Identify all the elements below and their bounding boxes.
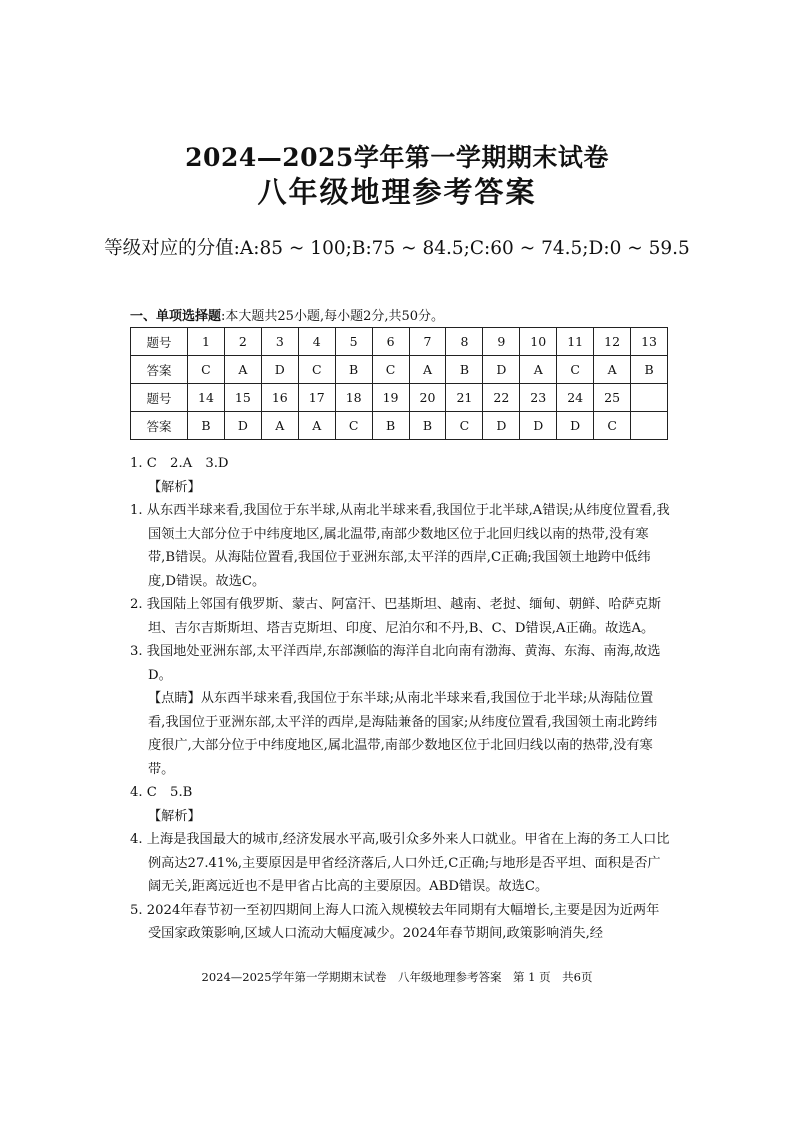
q-number: 15 xyxy=(224,384,261,412)
q-number: 1 xyxy=(188,328,225,356)
answer-key-title: 八年级地理参考答案 xyxy=(257,175,537,209)
answer-cell: B xyxy=(446,356,483,384)
answer-cell: D xyxy=(483,356,520,384)
q-number: 17 xyxy=(298,384,335,412)
answer-cell: C xyxy=(594,412,631,440)
answer-cell: C xyxy=(446,412,483,440)
answer-table xyxy=(130,327,668,440)
section-heading-rest: :本大题共25小题,每小题2分,共50分。 xyxy=(221,309,445,324)
row-label-answer: 答案 xyxy=(131,356,188,384)
answer-explanations xyxy=(130,452,670,946)
answer-cell: C xyxy=(298,356,335,384)
section-heading xyxy=(130,305,444,324)
q-number: 7 xyxy=(409,328,446,356)
answer-cell: B xyxy=(631,356,668,384)
q-number: 2 xyxy=(224,328,261,356)
explanation-q1: 1. 从东西半球来看,我国位于东半球,从南北半球来看,我国位于北半球,A错误;从纬度位置看,我国领土大部分位于中纬度地区,属北温带,南部少数地区位于北回归线以南的热带,没有寒带,B错误。从海陆位置看,我国位于亚洲东部,太平洋的西岸,C正确;我国领土地跨中低纬度,D错误。故选C。 xyxy=(130,503,670,589)
row-label-question: 题号 xyxy=(131,328,188,356)
q-number: 19 xyxy=(372,384,409,412)
table-row-answers-1 xyxy=(131,356,668,384)
answer-cell: C xyxy=(557,356,594,384)
q-number: 20 xyxy=(409,384,446,412)
table-row-numbers-2 xyxy=(131,384,668,412)
q-number: 6 xyxy=(372,328,409,356)
q-number: 11 xyxy=(557,328,594,356)
answer-cell: D xyxy=(224,412,261,440)
answer-cell: A xyxy=(520,356,557,384)
answer-cell: C xyxy=(335,412,372,440)
answer-cell: A xyxy=(409,356,446,384)
answers-q1-3: 1. C 2.A 3.D xyxy=(130,456,229,471)
table-row-answers-2 xyxy=(131,412,668,440)
answer-cell: A xyxy=(261,412,298,440)
grade-scale: 等级对应的分值:A:85 ~ 100;B:75 ~ 84.5;C:60 ~ 74.5;D:0 ~ 59.5 xyxy=(104,238,690,259)
q-number: 4 xyxy=(298,328,335,356)
answer-cell: A xyxy=(298,412,335,440)
q-number: 14 xyxy=(188,384,225,412)
answer-cell: D xyxy=(557,412,594,440)
q-number: 5 xyxy=(335,328,372,356)
q-number: 18 xyxy=(335,384,372,412)
q-number-empty xyxy=(631,384,668,412)
explanation-q3: 3. 我国地处亚洲东部,太平洋西岸,东部濒临的海洋自北向南有渤海、黄海、东海、南海,故选D。 xyxy=(130,644,661,683)
page-footer: 2024—2025学年第一学期期末试卷 八年级地理参考答案 第 1 页 共6页 xyxy=(201,970,593,984)
q-number: 12 xyxy=(594,328,631,356)
explanation-q5: 5. 2024年春节初一至初四期间上海人口流入规模较去年同期有大幅增长,主要是因为近两年受国家政策影响,区域人口流动大幅度减少。2024年春节期间,政策影响消失,经 xyxy=(130,902,660,941)
answer-cell: B xyxy=(188,412,225,440)
q-number: 13 xyxy=(631,328,668,356)
q-number: 16 xyxy=(261,384,298,412)
answers-q4-5: 4. C 5.B xyxy=(130,785,193,800)
explanation-q4: 4. 上海是我国最大的城市,经济发展水平高,吸引众多外来人口就业。甲省在上海的务工人口比例高达27.41%,主要原因是甲省经济落后,人口外迁,C正确;与地形是否平坦、面积是否广阔无关,距离远近也不是甲省占比高的主要原因。ABD错误。故选C。 xyxy=(130,832,670,894)
exam-title: 2024—2025学年第一学期期末试卷 xyxy=(185,143,609,172)
q-number: 21 xyxy=(446,384,483,412)
q-number: 23 xyxy=(520,384,557,412)
explanation-q2: 2. 我国陆上邻国有俄罗斯、蒙古、阿富汗、巴基斯坦、越南、老挝、缅甸、朝鲜、哈萨克斯坦、吉尔吉斯斯坦、塔吉克斯坦、印度、尼泊尔和不丹,B、C、D错误,A正确。故选A。 xyxy=(130,597,662,636)
q-number: 3 xyxy=(261,328,298,356)
answer-cell: C xyxy=(188,356,225,384)
q-number: 24 xyxy=(557,384,594,412)
q-number: 25 xyxy=(594,384,631,412)
key-point-note: 【点睛】从东西半球来看,我国位于东半球;从南北半球来看,我国位于北半球;从海陆位置看,我国位于亚洲东部,太平洋的西岸,是海陆兼备的国家;从纬度位置看,我国领土南北跨纬度很广,大部分位于中纬度地区,属北温带,南部少数地区位于北回归线以南的热带,没有寒带。 xyxy=(148,691,658,777)
q-number: 10 xyxy=(520,328,557,356)
answer-cell: B xyxy=(372,412,409,440)
answer-cell: B xyxy=(409,412,446,440)
answer-cell: A xyxy=(594,356,631,384)
answer-cell-empty xyxy=(631,412,668,440)
answer-cell: C xyxy=(372,356,409,384)
answer-cell: A xyxy=(224,356,261,384)
row-label-answer: 答案 xyxy=(131,412,188,440)
answer-cell: D xyxy=(483,412,520,440)
table-row-numbers-1 xyxy=(131,328,668,356)
answer-cell: D xyxy=(261,356,298,384)
q-number: 22 xyxy=(483,384,520,412)
q-number: 8 xyxy=(446,328,483,356)
analysis-label: 【解析】 xyxy=(148,808,201,824)
q-number: 9 xyxy=(483,328,520,356)
row-label-question: 题号 xyxy=(131,384,188,412)
section-heading-bold: 一、单项选择题 xyxy=(130,309,222,324)
answer-cell: D xyxy=(520,412,557,440)
analysis-label: 【解析】 xyxy=(148,479,201,495)
answer-cell: B xyxy=(335,356,372,384)
